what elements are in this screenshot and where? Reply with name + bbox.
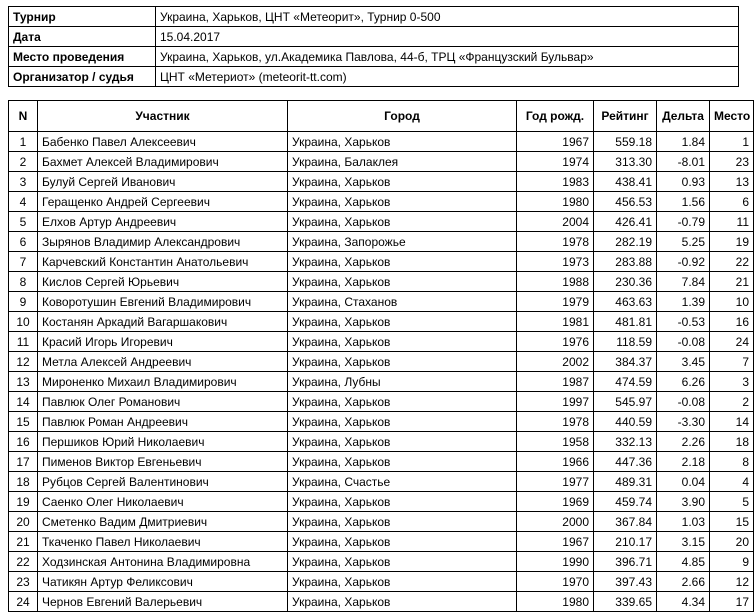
cell-city: Украина, Харьков xyxy=(288,132,517,152)
table-row xyxy=(9,472,754,492)
cell-delta: -3.30 xyxy=(657,412,710,432)
cell-participant: Зырянов Владимир Александрович xyxy=(38,232,288,252)
cell-place: 2 xyxy=(710,392,754,412)
cell-participant: Геращенко Андрей Сергеевич xyxy=(38,192,288,212)
cell-city: Украина, Харьков xyxy=(288,532,517,552)
cell-birth-year: 2000 xyxy=(517,512,594,532)
info-row xyxy=(9,27,739,47)
cell-participant: Елхов Артур Андреевич xyxy=(38,212,288,232)
cell-birth-year: 1983 xyxy=(517,172,594,192)
cell-place: 15 xyxy=(710,512,754,532)
cell-number: 5 xyxy=(9,212,38,232)
cell-place: 3 xyxy=(710,372,754,392)
cell-place: 14 xyxy=(710,412,754,432)
info-label: Дата xyxy=(9,27,156,47)
cell-participant: Кислов Сергей Юрьевич xyxy=(38,272,288,292)
cell-number: 17 xyxy=(9,452,38,472)
info-label: Место проведения xyxy=(9,47,156,67)
info-value: Украина, Харьков, ЦНТ «Метеорит», Турнир 0-500 xyxy=(156,7,739,27)
cell-city: Украина, Балаклея xyxy=(288,152,517,172)
cell-city: Украина, Харьков xyxy=(288,352,517,372)
cell-participant: Павлюк Роман Андреевич xyxy=(38,412,288,432)
cell-number: 8 xyxy=(9,272,38,292)
cell-participant: Пименов Виктор Евгеньевич xyxy=(38,452,288,472)
cell-participant: Костанян Аркадий Вагаршакович xyxy=(38,312,288,332)
cell-rating: 426.41 xyxy=(594,212,657,232)
cell-rating: 230.36 xyxy=(594,272,657,292)
cell-delta: -8.01 xyxy=(657,152,710,172)
table-row xyxy=(9,172,754,192)
cell-delta: 1.39 xyxy=(657,292,710,312)
cell-place: 8 xyxy=(710,452,754,472)
cell-rating: 283.88 xyxy=(594,252,657,272)
column-header-birth-year: Год рожд. xyxy=(517,101,594,132)
cell-number: 3 xyxy=(9,172,38,192)
cell-birth-year: 1974 xyxy=(517,152,594,172)
cell-rating: 396.71 xyxy=(594,552,657,572)
table-row xyxy=(9,372,754,392)
cell-birth-year: 1990 xyxy=(517,552,594,572)
table-row xyxy=(9,252,754,272)
cell-place: 13 xyxy=(710,172,754,192)
cell-rating: 367.84 xyxy=(594,512,657,532)
cell-participant: Бабенко Павел Алексеевич xyxy=(38,132,288,152)
cell-delta: 2.66 xyxy=(657,572,710,592)
cell-city: Украина, Запорожье xyxy=(288,232,517,252)
cell-delta: 4.85 xyxy=(657,552,710,572)
cell-rating: 481.81 xyxy=(594,312,657,332)
cell-number: 11 xyxy=(9,332,38,352)
cell-delta: 3.15 xyxy=(657,532,710,552)
cell-rating: 545.97 xyxy=(594,392,657,412)
cell-birth-year: 1967 xyxy=(517,532,594,552)
cell-participant: Метла Алексей Андреевич xyxy=(38,352,288,372)
cell-city: Украина, Харьков xyxy=(288,252,517,272)
cell-delta: 1.56 xyxy=(657,192,710,212)
cell-delta: 2.18 xyxy=(657,452,710,472)
cell-place: 16 xyxy=(710,312,754,332)
cell-place: 6 xyxy=(710,192,754,212)
column-header-delta: Дельта xyxy=(657,101,710,132)
table-row xyxy=(9,392,754,412)
table-row xyxy=(9,332,754,352)
cell-birth-year: 1958 xyxy=(517,432,594,452)
column-header-place: Место xyxy=(710,101,754,132)
cell-delta: -0.79 xyxy=(657,212,710,232)
results-header-row xyxy=(9,101,754,132)
column-header-rating: Рейтинг xyxy=(594,101,657,132)
cell-birth-year: 2004 xyxy=(517,212,594,232)
table-row xyxy=(9,552,754,572)
cell-participant: Рубцов Сергей Валентинович xyxy=(38,472,288,492)
cell-birth-year: 1980 xyxy=(517,192,594,212)
cell-birth-year: 1966 xyxy=(517,452,594,472)
cell-number: 24 xyxy=(9,592,38,612)
cell-birth-year: 1988 xyxy=(517,272,594,292)
cell-place: 11 xyxy=(710,212,754,232)
cell-birth-year: 1967 xyxy=(517,132,594,152)
cell-rating: 118.59 xyxy=(594,332,657,352)
cell-delta: 0.04 xyxy=(657,472,710,492)
cell-birth-year: 1969 xyxy=(517,492,594,512)
cell-rating: 313.30 xyxy=(594,152,657,172)
cell-birth-year: 1970 xyxy=(517,572,594,592)
cell-rating: 456.53 xyxy=(594,192,657,212)
results-table xyxy=(8,100,754,612)
cell-city: Украина, Харьков xyxy=(288,572,517,592)
cell-place: 1 xyxy=(710,132,754,152)
cell-birth-year: 1981 xyxy=(517,312,594,332)
cell-number: 20 xyxy=(9,512,38,532)
cell-number: 14 xyxy=(9,392,38,412)
cell-number: 15 xyxy=(9,412,38,432)
cell-participant: Чатикян Артур Феликсович xyxy=(38,572,288,592)
cell-place: 5 xyxy=(710,492,754,512)
table-row xyxy=(9,512,754,532)
cell-rating: 489.31 xyxy=(594,472,657,492)
table-row xyxy=(9,412,754,432)
info-row xyxy=(9,67,739,87)
cell-number: 22 xyxy=(9,552,38,572)
cell-delta: 3.90 xyxy=(657,492,710,512)
table-row xyxy=(9,312,754,332)
tournament-info-table xyxy=(8,6,739,87)
cell-rating: 282.19 xyxy=(594,232,657,252)
cell-city: Украина, Харьков xyxy=(288,392,517,412)
cell-number: 21 xyxy=(9,532,38,552)
cell-number: 4 xyxy=(9,192,38,212)
cell-birth-year: 1980 xyxy=(517,592,594,612)
cell-city: Украина, Харьков xyxy=(288,552,517,572)
info-value: Украина, Харьков, ул.Академика Павлова, 44-б, ТРЦ «Французский Бульвар» xyxy=(156,47,739,67)
cell-place: 18 xyxy=(710,432,754,452)
cell-delta: 7.84 xyxy=(657,272,710,292)
cell-city: Украина, Харьков xyxy=(288,332,517,352)
cell-city: Украина, Харьков xyxy=(288,192,517,212)
cell-delta: 2.26 xyxy=(657,432,710,452)
cell-city: Украина, Харьков xyxy=(288,512,517,532)
cell-number: 19 xyxy=(9,492,38,512)
cell-place: 20 xyxy=(710,532,754,552)
cell-delta: 6.26 xyxy=(657,372,710,392)
cell-city: Украина, Стаханов xyxy=(288,292,517,312)
cell-birth-year: 1978 xyxy=(517,232,594,252)
column-header-participant: Участник xyxy=(38,101,288,132)
cell-rating: 559.18 xyxy=(594,132,657,152)
cell-participant: Ткаченко Павел Николаевич xyxy=(38,532,288,552)
cell-place: 24 xyxy=(710,332,754,352)
cell-number: 12 xyxy=(9,352,38,372)
info-label: Турнир xyxy=(9,7,156,27)
cell-participant: Бахмет Алексей Владимирович xyxy=(38,152,288,172)
cell-participant: Коворотушин Евгений Владимирович xyxy=(38,292,288,312)
cell-rating: 463.63 xyxy=(594,292,657,312)
cell-city: Украина, Харьков xyxy=(288,412,517,432)
cell-birth-year: 2002 xyxy=(517,352,594,372)
cell-number: 16 xyxy=(9,432,38,452)
table-row xyxy=(9,352,754,372)
table-row xyxy=(9,152,754,172)
cell-rating: 438.41 xyxy=(594,172,657,192)
cell-delta: 1.03 xyxy=(657,512,710,532)
info-value: ЦНТ «Метериот» (meteorit-tt.com) xyxy=(156,67,739,87)
cell-delta: 3.45 xyxy=(657,352,710,372)
cell-participant: Булуй Сергей Иванович xyxy=(38,172,288,192)
cell-participant: Красий Игорь Игоревич xyxy=(38,332,288,352)
cell-rating: 474.59 xyxy=(594,372,657,392)
cell-rating: 339.65 xyxy=(594,592,657,612)
cell-number: 1 xyxy=(9,132,38,152)
table-row xyxy=(9,592,754,612)
table-row xyxy=(9,292,754,312)
cell-birth-year: 1977 xyxy=(517,472,594,492)
cell-place: 4 xyxy=(710,472,754,492)
info-value: 15.04.2017 xyxy=(156,27,739,47)
table-row xyxy=(9,272,754,292)
cell-birth-year: 1987 xyxy=(517,372,594,392)
cell-delta: 4.34 xyxy=(657,592,710,612)
cell-rating: 459.74 xyxy=(594,492,657,512)
info-row xyxy=(9,7,739,27)
table-row xyxy=(9,232,754,252)
cell-delta: 1.84 xyxy=(657,132,710,152)
cell-birth-year: 1997 xyxy=(517,392,594,412)
cell-number: 13 xyxy=(9,372,38,392)
cell-birth-year: 1979 xyxy=(517,292,594,312)
cell-city: Украина, Харьков xyxy=(288,432,517,452)
cell-place: 12 xyxy=(710,572,754,592)
cell-number: 7 xyxy=(9,252,38,272)
cell-participant: Карчевский Константин Анатольевич xyxy=(38,252,288,272)
cell-participant: Ходзинская Антонина Владимировна xyxy=(38,552,288,572)
cell-number: 2 xyxy=(9,152,38,172)
cell-participant: Павлюк Олег Романович xyxy=(38,392,288,412)
cell-delta: 0.93 xyxy=(657,172,710,192)
cell-place: 23 xyxy=(710,152,754,172)
cell-number: 10 xyxy=(9,312,38,332)
cell-city: Украина, Харьков xyxy=(288,272,517,292)
cell-participant: Саенко Олег Николаевич xyxy=(38,492,288,512)
cell-number: 23 xyxy=(9,572,38,592)
column-header-n: N xyxy=(9,101,38,132)
cell-city: Украина, Лубны xyxy=(288,372,517,392)
cell-delta: -0.53 xyxy=(657,312,710,332)
table-row xyxy=(9,132,754,152)
cell-birth-year: 1978 xyxy=(517,412,594,432)
cell-rating: 397.43 xyxy=(594,572,657,592)
cell-participant: Чернов Евгений Валерьевич xyxy=(38,592,288,612)
cell-rating: 384.37 xyxy=(594,352,657,372)
cell-city: Украина, Счастье xyxy=(288,472,517,492)
cell-place: 17 xyxy=(710,592,754,612)
cell-participant: Мироненко Михаил Владимирович xyxy=(38,372,288,392)
table-row xyxy=(9,212,754,232)
info-row xyxy=(9,47,739,67)
cell-city: Украина, Харьков xyxy=(288,492,517,512)
table-row xyxy=(9,452,754,472)
cell-city: Украина, Харьков xyxy=(288,592,517,612)
cell-participant: Першиков Юрий Николаевич xyxy=(38,432,288,452)
cell-birth-year: 1976 xyxy=(517,332,594,352)
cell-city: Украина, Харьков xyxy=(288,452,517,472)
table-row xyxy=(9,192,754,212)
cell-place: 19 xyxy=(710,232,754,252)
cell-place: 7 xyxy=(710,352,754,372)
cell-rating: 447.36 xyxy=(594,452,657,472)
cell-birth-year: 1973 xyxy=(517,252,594,272)
cell-delta: 5.25 xyxy=(657,232,710,252)
cell-rating: 332.13 xyxy=(594,432,657,452)
cell-participant: Сметенко Вадим Дмитриевич xyxy=(38,512,288,532)
cell-delta: -0.08 xyxy=(657,392,710,412)
table-row xyxy=(9,532,754,552)
cell-place: 21 xyxy=(710,272,754,292)
table-row xyxy=(9,492,754,512)
cell-city: Украина, Харьков xyxy=(288,212,517,232)
cell-number: 18 xyxy=(9,472,38,492)
column-header-city: Город xyxy=(288,101,517,132)
info-label: Организатор / судья xyxy=(9,67,156,87)
cell-delta: -0.08 xyxy=(657,332,710,352)
cell-rating: 440.59 xyxy=(594,412,657,432)
table-row xyxy=(9,432,754,452)
cell-number: 6 xyxy=(9,232,38,252)
cell-city: Украина, Харьков xyxy=(288,312,517,332)
cell-rating: 210.17 xyxy=(594,532,657,552)
table-row xyxy=(9,572,754,592)
cell-delta: -0.92 xyxy=(657,252,710,272)
cell-place: 9 xyxy=(710,552,754,572)
cell-place: 10 xyxy=(710,292,754,312)
cell-city: Украина, Харьков xyxy=(288,172,517,192)
cell-number: 9 xyxy=(9,292,38,312)
cell-place: 22 xyxy=(710,252,754,272)
